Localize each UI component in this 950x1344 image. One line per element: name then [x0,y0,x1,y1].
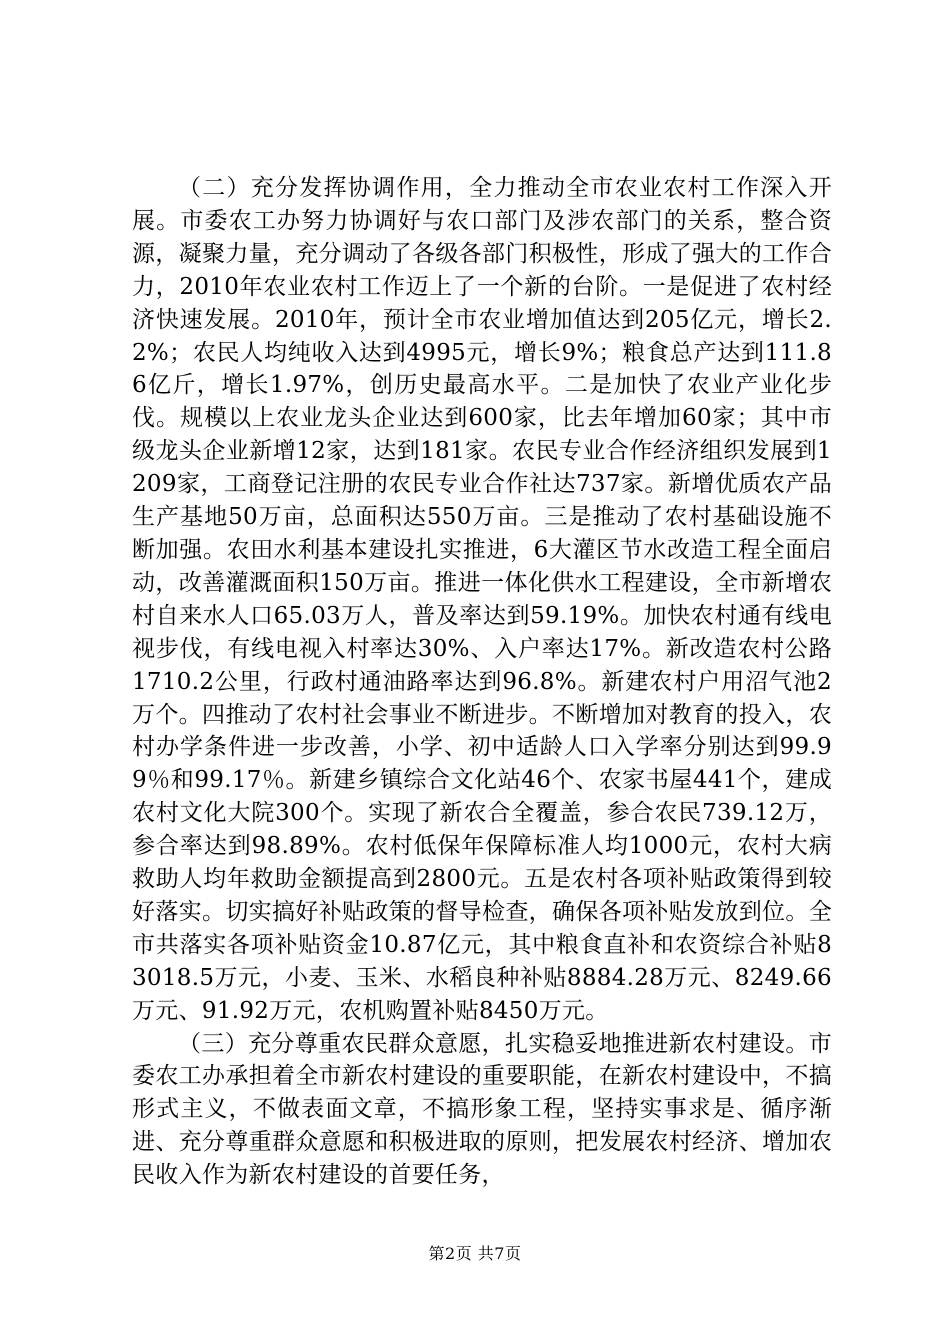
page-number-indicator: 第2页 共7页 [428,1244,522,1263]
document-body [132,172,832,1192]
paragraph-section-3: （三）充分尊重农民群众意愿，扎实稳妥地推进新农村建设。市委农工办承担着全市新农村建设的重要职能，在新农村建设中，不搞形式主义，不做表面文章，不搞形象工程，坚持实事求是、循序渐进、充分尊重群众意愿和积极进取的原则，把发展农村经济、增加农民收入作为新农村建设的首要任务， [132,1030,832,1189]
paragraph-section-2: （二）充分发挥协调作用，全力推动全市农业农村工作深入开展。市委农工办努力协调好与农口部门及涉农部门的关系，整合资源，凝聚力量，充分调动了各级各部门积极性，形成了强大的工作合力，2010年农业农村工作迈上了一个新的台阶。一是促进了农村经济快速发展。2010年，预计全市农业增加值达到205亿元，增长2.2%；农民人均纯收入达到4995元，增长9%；粮食总产达到111.86亿斤，增长1.97%，创历史最高水平。二是加快了农业产业化步伐。规模以上农业龙头企业达到600家，比去年增加60家；其中市级龙头企业新增12家，达到181家。农民专业合作经济组织发展到1209家，工商登记注册的农民专业合作社达737家。新增优质农产品生产基地50万亩，总面积达550万亩。三是推动了农村基础设施不断加强。农田水利基本建设扎实推进，6大灌区节水改造工程全面启动，改善灌溉面积150万亩。推进一体化供水工程建设，全市新增农村自来水人口65.03万人，普及率达到59.19%。加快农村通有线电视步伐，有线电视入村率达30%、入户率达17%。新改造农村公路1710.2公里，行政村通油路率达到96.8%。新建农村户用沼气池2万个。四推动了农村社会事业不断进步。不断增加对教育的投入，农村办学条件进一步改善，小学、初中适龄人口入学率分别达到99.99％和99.17％。新建乡镇综合文化站46个、农家书屋441个，建成农村文化大院300个。实现了新农合全覆盖，参合农民739.12万，参合率达到98.89%。农村低保年保障标准人均1000元，农村大病救助人均年救助金额提高到2800元。五是农村各项补贴政策得到较好落实。切实搞好补贴政策的督导检查，确保各项补贴发放到位。全市共落实各项补贴资金10.87亿元，其中粮食直补和农资综合补贴83018.5万元，小麦、玉米、水稻良种补贴8884.28万元、8249.66万元、91.92万元，农机购置补贴8450万元。 [132,175,832,1024]
page-footer [0,1244,950,1264]
